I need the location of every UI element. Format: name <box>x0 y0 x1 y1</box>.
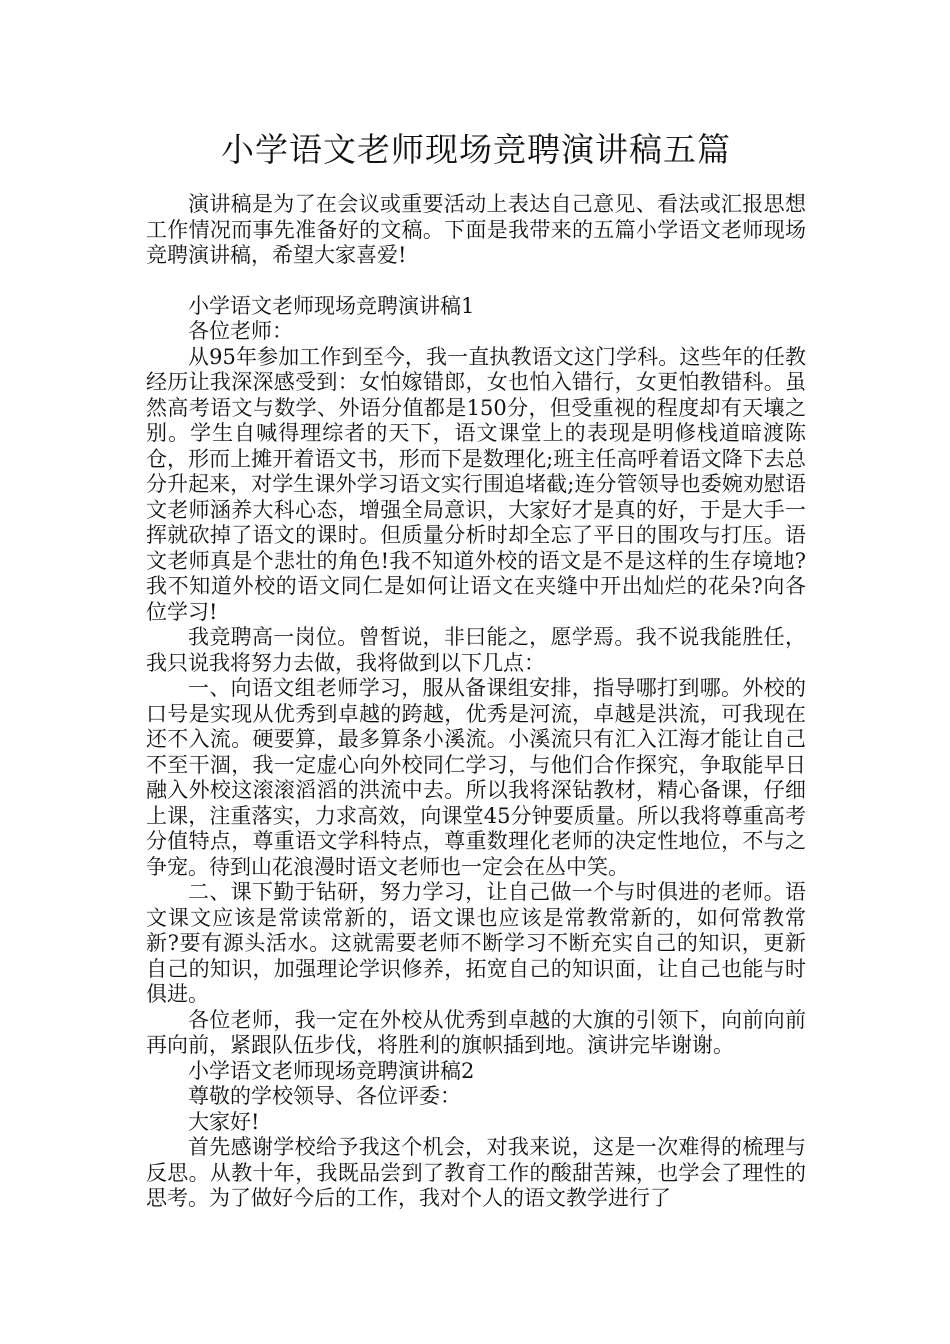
speech-1-paragraph: 从95年参加工作到至今，我一直执教语文这门学科。这些年的任教经历让我深深感受到：女怕嫁错郎，女也怕入错行，女更怕教错科。虽然高考语文与数学、外语分值都是150分，但受重视的程度却有天壤之别。学生自喊得理综者的天下，语文课堂上的表现是明修栈道暗渡陈仓，形而上摊开着语文书，形而下是数理化;班主任高呼着语文降下去总分升起来，对学生课外学习语文实行围追堵截;连分管领导也委婉劝慰语文老师涵养大科心态，增强全局意识，大家好才是真的好，于是大手一挥就砍掉了语文的课时。但质量分析时却全忘了平日的围攻与打压。语文老师真是个悲壮的角色!我不知道外校的语文是不是这样的生存境地?我不知道外校的语文同仁是如何让语文在夹缝中开出灿烂的花朵?向各位学习! <box>146 344 806 624</box>
speech-1-paragraph: 二、课下勤于钻研，努力学习，让自己做一个与时俱进的老师。语文课文应该是常读常新的，语文课也应该是常教常新的，如何常教常新?要有源头活水。这就需要老师不断学习不断充实自己的知识，更新自己的知识，加强理论学识修养，拓宽自己的知识面，让自己也能与时俱进。 <box>146 880 806 1006</box>
paragraph-spacer <box>146 269 806 294</box>
document-title: 小学语文老师现场竞聘演讲稿五篇 <box>221 130 731 169</box>
speech-2-salutation: 尊敬的学校领导、各位评委： <box>188 1084 461 1108</box>
speech-1-heading: 小学语文老师现场竞聘演讲稿1 <box>188 293 475 318</box>
speech-1-salutation: 各位老师： <box>188 319 293 343</box>
speech-1-paragraph: 一、向语文组老师学习，服从备课组安排，指导哪打到哪。外校的口号是实现从优秀到卓越的跨越，优秀是河流，卓越是洪流，可我现在还不入流。硬要算，最多算条小溪流。小溪流只有汇入江海才能让自己不至干涸，我一定虚心向外校同仁学习，与他们合作探究，争取能早日融入外校这滚滚滔滔的洪流中去。所以我将深钻教材，精心备课，仔细上课，注重落实，力求高效，向课堂45分钟要质量。所以我将尊重高考分值特点，尊重语文学科特点，尊重数理化老师的决定性地位，不与之争宠。待到山花浪漫时语文老师也一定会在丛中笑。 <box>146 676 806 879</box>
speech-2-heading: 小学语文老师现场竞聘演讲稿2 <box>188 1058 475 1083</box>
speech-2-greeting: 大家好! <box>188 1109 260 1134</box>
speech-2-paragraph: 首先感谢学校给予我这个机会，对我来说，这是一次难得的梳理与反思。从教十年，我既品尝到了教育工作的酸甜苦辣，也学会了理性的思考。为了做好今后的工作，我对个人的语文教学进行了 <box>146 1135 806 1210</box>
intro-paragraph: 演讲稿是为了在会议或重要活动上表达自己意见、看法或汇报思想工作情况而事先准备好的文稿。下面是我带来的五篇小学语文老师现场竞聘演讲稿，希望大家喜爱! <box>146 192 806 267</box>
speech-1-paragraph: 我竞聘高一岗位。曾皙说，非曰能之，愿学焉。我不说我能胜任，我只说我将努力去做，我将做到以下几点： <box>146 625 806 675</box>
speech-1-closing: 各位老师，我一定在外校从优秀到卓越的大旗的引领下，向前向前再向前，紧跟队伍步伐，将胜利的旗帜插到地。演讲完毕谢谢。 <box>146 1007 806 1057</box>
document-page <box>146 128 806 1212</box>
